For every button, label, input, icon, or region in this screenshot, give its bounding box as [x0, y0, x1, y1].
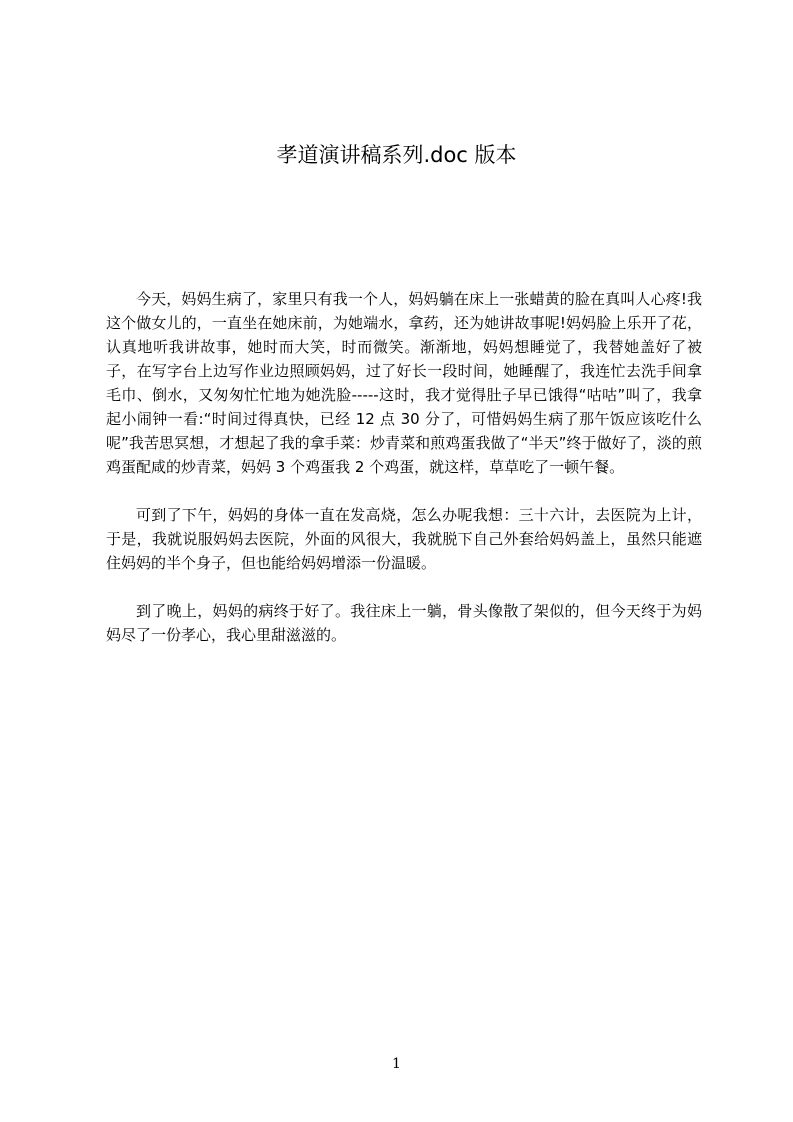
- paragraph-3: 到了晚上，妈妈的病终于好了。我往床上一躺，骨头像散了架似的，但今天终于为妈妈尽了一份孝心，我心里甜滋滋的。: [106, 602, 702, 644]
- paragraph-2: 可到了下午，妈妈的身体一直在发高烧，怎么办呢我想：三十六计，去医院为上计，于是，我就说服妈妈去医院，外面的风很大，我就脱下自己外套给妈妈盖上，虽然只能遮住妈妈的半个身子，但也能给妈妈增添一份温暖。: [106, 506, 702, 572]
- document-body: [106, 287, 702, 671]
- document-title: 孝道演讲稿系列.doc 版本: [276, 143, 517, 167]
- paragraph-1: 今天，妈妈生病了，家里只有我一个人，妈妈躺在床上一张蜡黄的脸在真叫人心疼!我这个做女儿的，一直坐在她床前，为她端水，拿药，还为她讲故事呢!妈妈脸上乐开了花，认真地听我讲故事，她时而大笑，时而微笑。渐渐地，妈妈想睡觉了，我替她盖好了被子，在写字台上边写作业边照顾妈妈，过了好长一段时间，她睡醒了，我连忙去洗手间拿毛巾、倒水，又匆匆忙忙地为她洗脸-----这时，我才觉得肚子早已饿得“咕咕”叫了，我拿起小闹钟一看:“时间过得真快，已经 12 点 30 分了，可惜妈妈生病了那午饭应该吃什么呢”我苦思冥想，才想起了我的拿手菜：炒青菜和煎鸡蛋我做了“半天”终于做好了，淡的煎鸡蛋配咸的炒青菜，妈妈 3 个鸡蛋我 2 个鸡蛋，就这样，草草吃了一顿午餐。: [106, 290, 702, 476]
- page-number: 1: [392, 1056, 401, 1072]
